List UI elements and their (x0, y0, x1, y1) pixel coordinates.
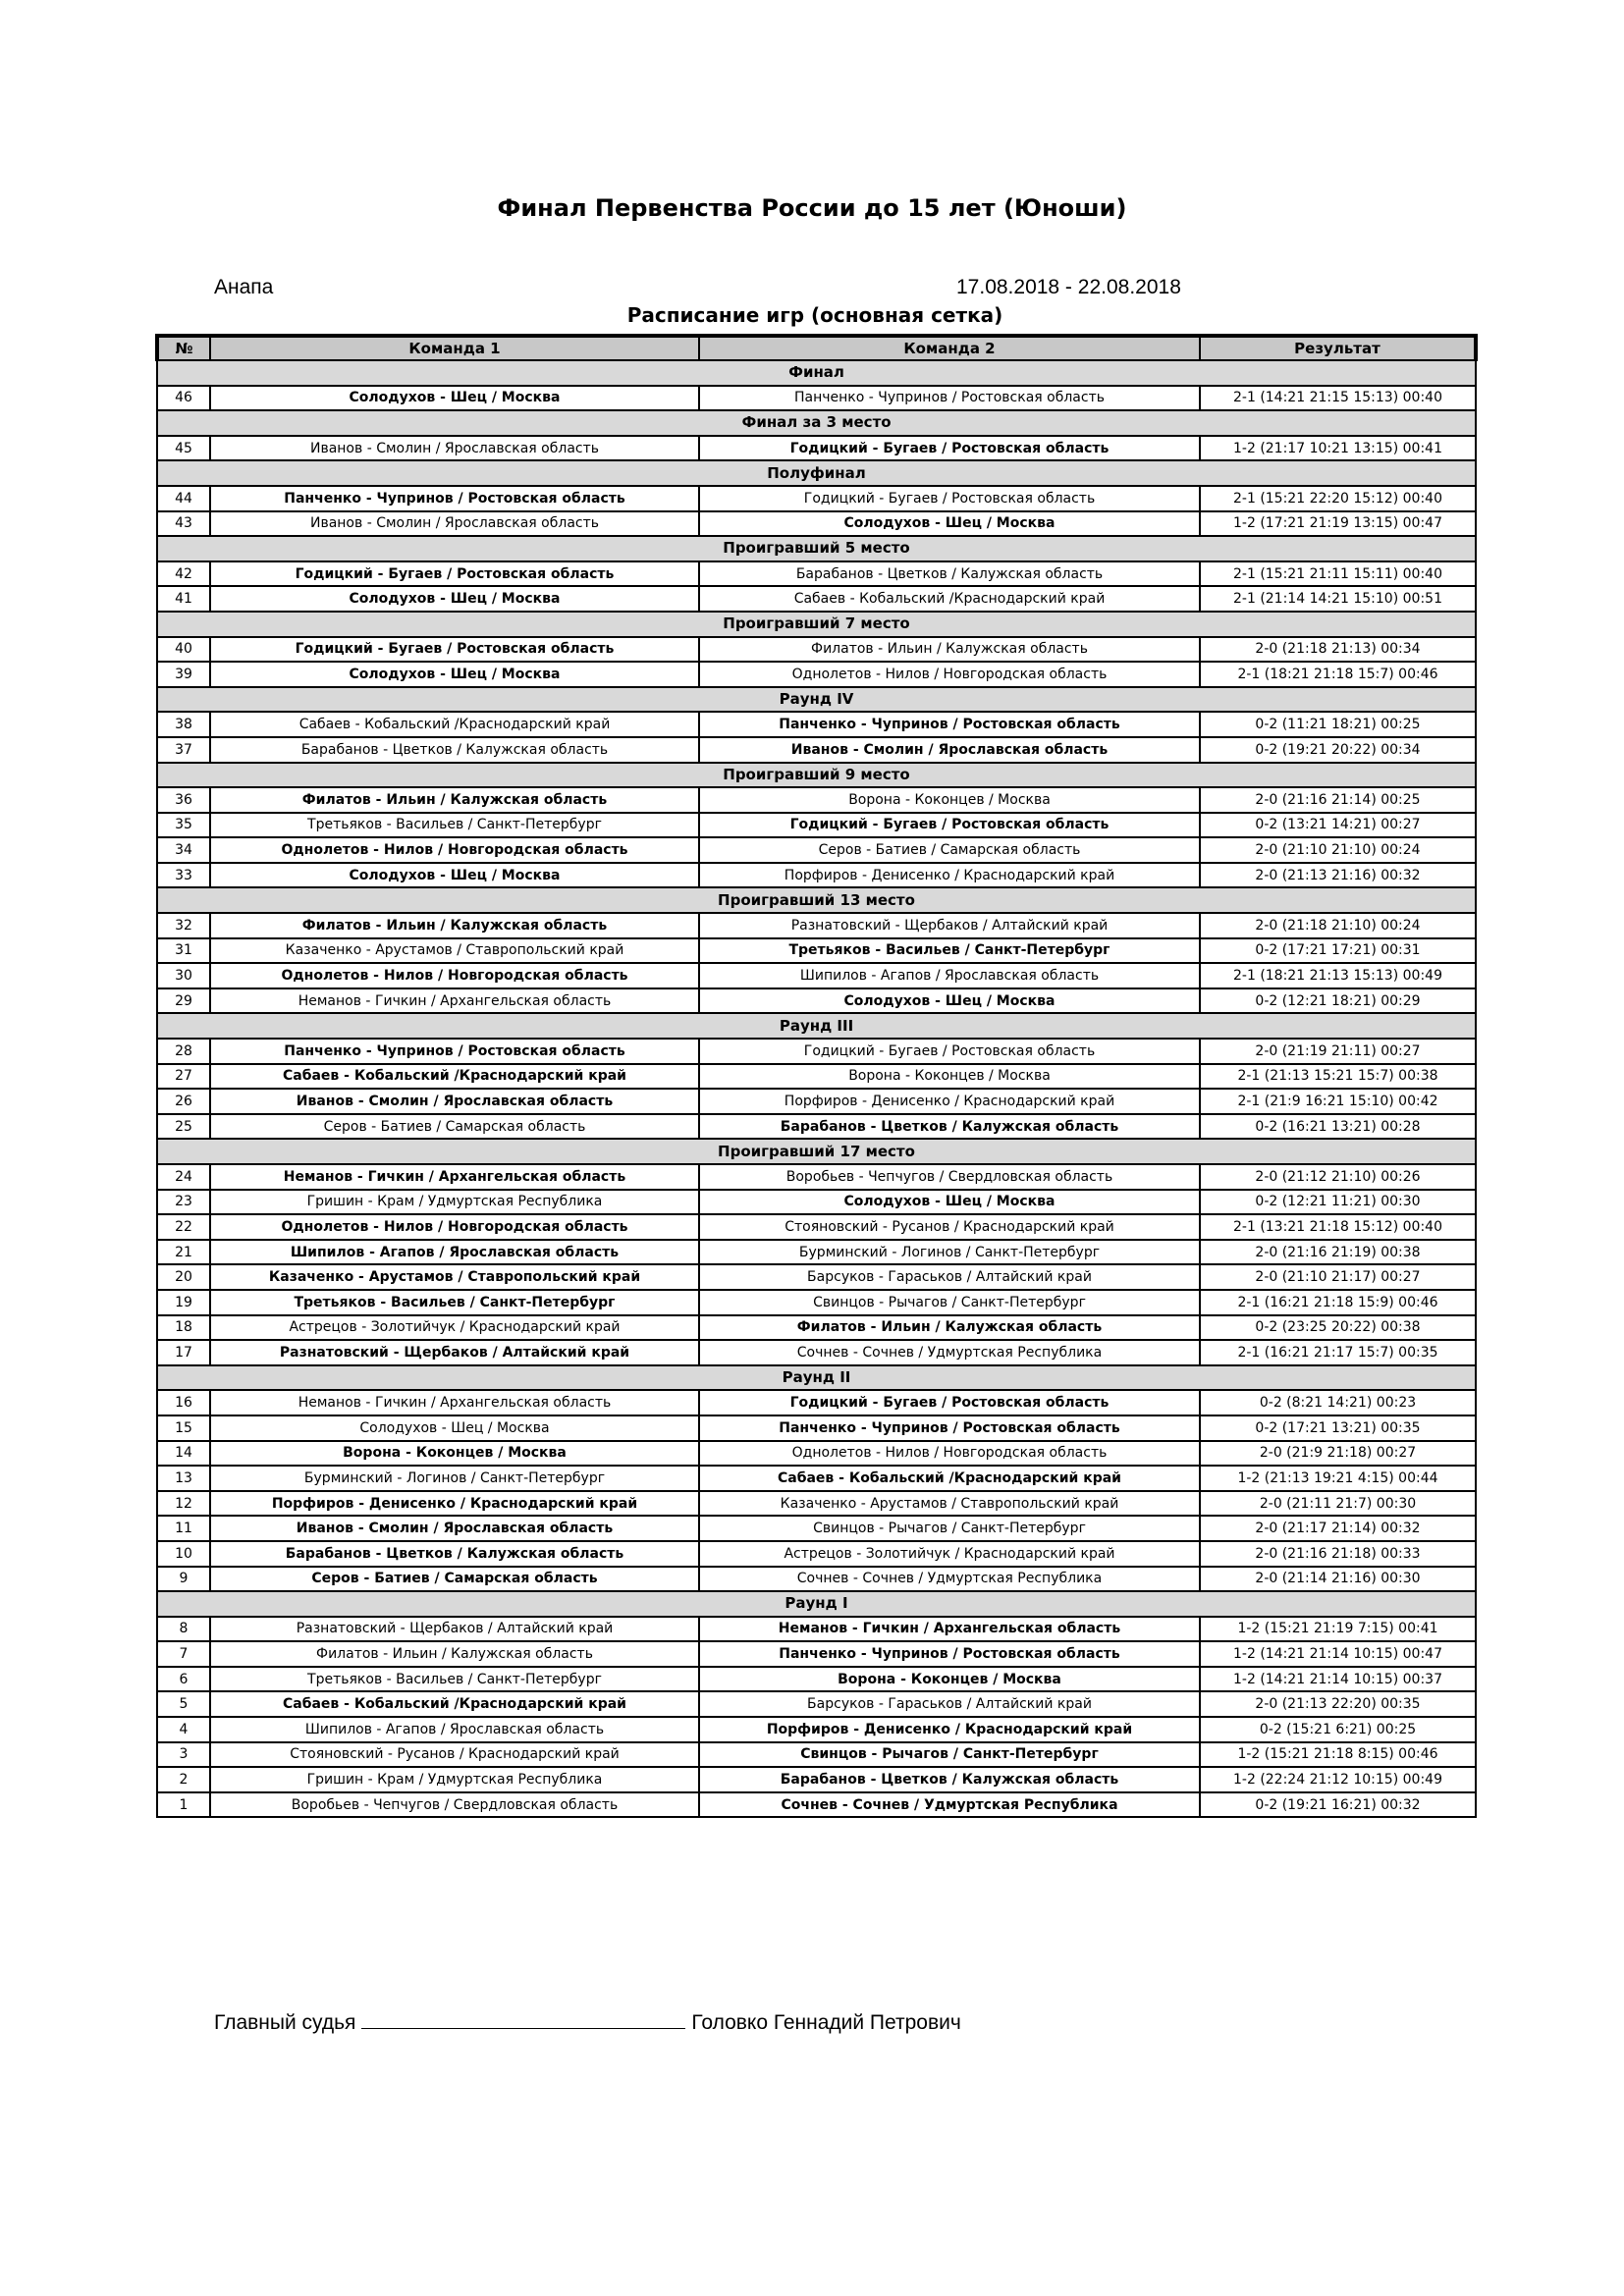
team2-cell: Сабаев - Кобальский /Краснодарский край (699, 586, 1200, 612)
result-cell: 2-1 (13:21 21:18 15:12) 00:40 (1200, 1214, 1476, 1240)
result-cell: 0-2 (11:21 18:21) 00:25 (1200, 712, 1476, 737)
team1-cell: Неманов - Гичкин / Архангельская область (210, 1390, 699, 1415)
result-cell: 2-1 (16:21 21:17 15:7) 00:35 (1200, 1340, 1476, 1365)
team2-cell: Сочнев - Сочнев / Удмуртская Республика (699, 1567, 1200, 1592)
team2-cell: Барабанов - Цветков / Калужская область (699, 561, 1200, 587)
result-cell: 2-1 (14:21 21:15 15:13) 00:40 (1200, 386, 1476, 411)
result-cell: 1-2 (21:13 19:21 4:15) 00:44 (1200, 1466, 1476, 1491)
result-cell: 1-2 (17:21 21:19 13:15) 00:47 (1200, 511, 1476, 537)
team1-cell: Разнатовский - Щербаков / Алтайский край (210, 1340, 699, 1365)
team1-cell: Гришин - Крам / Удмуртская Республика (210, 1767, 699, 1792)
match-row (157, 1340, 1476, 1365)
result-cell: 0-2 (12:21 18:21) 00:29 (1200, 988, 1476, 1014)
dates-label: 17.08.2018 - 22.08.2018 (956, 276, 1181, 298)
match-row (157, 586, 1476, 612)
stage-header-row (157, 1365, 1476, 1391)
match-row (157, 963, 1476, 988)
match-row (157, 1617, 1476, 1642)
match-row (157, 1039, 1476, 1064)
result-cell: 2-0 (21:18 21:10) 00:24 (1200, 913, 1476, 938)
team1-cell: Гришин - Крам / Удмуртская Республика (210, 1190, 699, 1215)
team1-cell: Однолетов - Нилов / Новгородская область (210, 963, 699, 988)
match-number: 21 (157, 1240, 210, 1265)
match-row (157, 662, 1476, 687)
match-row (157, 1089, 1476, 1114)
match-number: 13 (157, 1466, 210, 1491)
result-cell: 0-2 (17:21 13:21) 00:35 (1200, 1415, 1476, 1441)
match-number: 29 (157, 988, 210, 1014)
match-row (157, 837, 1476, 863)
match-number: 43 (157, 511, 210, 537)
team2-cell: Панченко - Чупринов / Ростовская область (699, 1415, 1200, 1441)
chief-referee-label: Главный судья (214, 2011, 356, 2034)
team2-cell: Панченко - Чупринов / Ростовская область (699, 386, 1200, 411)
match-number: 38 (157, 712, 210, 737)
match-number: 12 (157, 1491, 210, 1517)
match-row (157, 1390, 1476, 1415)
team1-cell: Иванов - Смолин / Ярославская область (210, 511, 699, 537)
match-number: 19 (157, 1290, 210, 1315)
match-row (157, 486, 1476, 511)
result-cell: 2-0 (21:19 21:11) 00:27 (1200, 1039, 1476, 1064)
team2-cell: Барабанов - Цветков / Калужская область (699, 1114, 1200, 1140)
result-cell: 2-1 (21:13 15:21 15:7) 00:38 (1200, 1064, 1476, 1090)
result-cell: 0-2 (17:21 17:21) 00:31 (1200, 938, 1476, 964)
team1-cell: Барабанов - Цветков / Калужская область (210, 737, 699, 763)
team2-cell: Солодухов - Шец / Москва (699, 988, 1200, 1014)
match-number: 28 (157, 1039, 210, 1064)
result-cell: 2-0 (21:10 21:17) 00:27 (1200, 1264, 1476, 1290)
team1-cell: Третьяков - Васильев / Санкт-Петербург (210, 1290, 699, 1315)
team2-cell: Солодухов - Шец / Москва (699, 1190, 1200, 1215)
team1-cell: Воробьев - Чепчугов / Свердловская область (210, 1792, 699, 1818)
match-row (157, 1541, 1476, 1567)
team1-cell: Иванов - Смолин / Ярославская область (210, 1089, 699, 1114)
team1-cell: Казаченко - Арустамов / Ставропольский край (210, 938, 699, 964)
team2-cell: Астрецов - Золотийчук / Краснодарский край (699, 1541, 1200, 1567)
team2-cell: Разнатовский - Щербаков / Алтайский край (699, 913, 1200, 938)
team1-cell: Астрецов - Золотийчук / Краснодарский край (210, 1315, 699, 1341)
team2-cell: Годицкий - Бугаев / Ростовская область (699, 1039, 1200, 1064)
team1-cell: Иванов - Смолин / Ярославская область (210, 1516, 699, 1541)
team2-cell: Солодухов - Шец / Москва (699, 511, 1200, 537)
team1-cell: Серов - Батиев / Самарская область (210, 1567, 699, 1592)
stage-label: Раунд II (157, 1365, 1476, 1391)
table-header-row (157, 336, 1476, 360)
result-cell: 1-2 (14:21 21:14 10:15) 00:47 (1200, 1641, 1476, 1667)
match-row (157, 1491, 1476, 1517)
city-label: Анапа (214, 276, 274, 298)
match-number: 44 (157, 486, 210, 511)
match-row (157, 1214, 1476, 1240)
match-row (157, 1792, 1476, 1818)
team1-cell: Панченко - Чупринов / Ростовская область (210, 486, 699, 511)
team1-cell: Казаченко - Арустамов / Ставропольский край (210, 1264, 699, 1290)
team1-cell: Филатов - Ильин / Калужская область (210, 913, 699, 938)
match-row (157, 913, 1476, 938)
team2-cell: Казаченко - Арустамов / Ставропольский край (699, 1491, 1200, 1517)
column-header-team2: Команда 2 (699, 336, 1200, 360)
match-number: 41 (157, 586, 210, 612)
team2-cell: Серов - Батиев / Самарская область (699, 837, 1200, 863)
team1-cell: Иванов - Смолин / Ярославская область (210, 436, 699, 461)
team1-cell: Солодухов - Шец / Москва (210, 662, 699, 687)
team2-cell: Филатов - Ильин / Калужская область (699, 637, 1200, 663)
team1-cell: Третьяков - Васильев / Санкт-Петербург (210, 1667, 699, 1692)
match-number: 40 (157, 637, 210, 663)
match-row (157, 1315, 1476, 1341)
team2-cell: Сабаев - Кобальский /Краснодарский край (699, 1466, 1200, 1491)
result-cell: 2-0 (21:10 21:10) 00:24 (1200, 837, 1476, 863)
result-cell: 2-0 (21:17 21:14) 00:32 (1200, 1516, 1476, 1541)
team2-cell: Барабанов - Цветков / Калужская область (699, 1767, 1200, 1792)
result-cell: 2-0 (21:12 21:10) 00:26 (1200, 1164, 1476, 1190)
team2-cell: Шипилов - Агапов / Ярославская область (699, 963, 1200, 988)
team1-cell: Третьяков - Васильев / Санкт-Петербург (210, 813, 699, 838)
match-number: 5 (157, 1691, 210, 1717)
match-row (157, 561, 1476, 587)
team2-cell: Свинцов - Рычагов / Санкт-Петербург (699, 1516, 1200, 1541)
match-row (157, 511, 1476, 537)
match-number: 8 (157, 1617, 210, 1642)
team2-cell: Барсуков - Гараськов / Алтайский край (699, 1264, 1200, 1290)
stage-header-row (157, 1591, 1476, 1617)
stage-label: Раунд III (157, 1013, 1476, 1039)
stage-label: Раунд I (157, 1591, 1476, 1617)
team1-cell: Стояновский - Русанов / Краснодарский край (210, 1742, 699, 1768)
team1-cell: Разнатовский - Щербаков / Алтайский край (210, 1617, 699, 1642)
match-number: 10 (157, 1541, 210, 1567)
result-cell: 0-2 (16:21 13:21) 00:28 (1200, 1114, 1476, 1140)
team2-cell: Сочнев - Сочнев / Удмуртская Республика (699, 1340, 1200, 1365)
match-number: 4 (157, 1717, 210, 1742)
match-row (157, 1567, 1476, 1592)
team2-cell: Воробьев - Чепчугов / Свердловская область (699, 1164, 1200, 1190)
team2-cell: Филатов - Ильин / Калужская область (699, 1315, 1200, 1341)
match-row (157, 1064, 1476, 1090)
match-row (157, 436, 1476, 461)
schedule-table (155, 334, 1478, 1818)
column-header-result: Результат (1200, 336, 1476, 360)
team2-cell: Ворона - Коконцев / Москва (699, 1667, 1200, 1692)
team1-cell: Панченко - Чупринов / Ростовская область (210, 1039, 699, 1064)
team2-cell: Свинцов - Рычагов / Санкт-Петербург (699, 1290, 1200, 1315)
match-number: 39 (157, 662, 210, 687)
match-number: 42 (157, 561, 210, 587)
stage-label: Полуфинал (157, 460, 1476, 486)
team2-cell: Ворона - Коконцев / Москва (699, 787, 1200, 813)
match-row (157, 938, 1476, 964)
match-number: 9 (157, 1567, 210, 1592)
match-number: 20 (157, 1264, 210, 1290)
stage-label: Проигравший 17 место (157, 1139, 1476, 1164)
match-number: 15 (157, 1415, 210, 1441)
team2-cell: Порфиров - Денисенко / Краснодарский край (699, 863, 1200, 888)
match-row (157, 1240, 1476, 1265)
team2-cell: Порфиров - Денисенко / Краснодарский край (699, 1089, 1200, 1114)
team1-cell: Сабаев - Кобальский /Краснодарский край (210, 1691, 699, 1717)
team1-cell: Солодухов - Шец / Москва (210, 586, 699, 612)
team1-cell: Годицкий - Бугаев / Ростовская область (210, 561, 699, 587)
team1-cell: Однолетов - Нилов / Новгородская область (210, 1214, 699, 1240)
stage-header-row (157, 410, 1476, 436)
result-cell: 0-2 (8:21 14:21) 00:23 (1200, 1390, 1476, 1415)
match-number: 1 (157, 1792, 210, 1818)
result-cell: 1-2 (15:21 21:19 7:15) 00:41 (1200, 1617, 1476, 1642)
match-number: 23 (157, 1190, 210, 1215)
team2-cell: Третьяков - Васильев / Санкт-Петербург (699, 938, 1200, 964)
team1-cell: Шипилов - Агапов / Ярославская область (210, 1240, 699, 1265)
team1-cell: Солодухов - Шец / Москва (210, 863, 699, 888)
result-cell: 2-1 (15:21 22:20 15:12) 00:40 (1200, 486, 1476, 511)
team2-cell: Бурминский - Логинов / Санкт-Петербург (699, 1240, 1200, 1265)
team1-cell: Солодухов - Шец / Москва (210, 386, 699, 411)
result-cell: 2-1 (18:21 21:18 15:7) 00:46 (1200, 662, 1476, 687)
team2-cell: Годицкий - Бугаев / Ростовская область (699, 436, 1200, 461)
team1-cell: Филатов - Ильин / Калужская область (210, 1641, 699, 1667)
match-row (157, 813, 1476, 838)
match-number: 26 (157, 1089, 210, 1114)
column-header-team1: Команда 1 (210, 336, 699, 360)
team1-cell: Порфиров - Денисенко / Краснодарский край (210, 1491, 699, 1517)
column-header-number: № (157, 336, 210, 360)
result-cell: 2-0 (21:9 21:18) 00:27 (1200, 1441, 1476, 1467)
match-row (157, 1691, 1476, 1717)
match-number: 25 (157, 1114, 210, 1140)
team2-cell: Годицкий - Бугаев / Ростовская область (699, 486, 1200, 511)
stage-label: Проигравший 9 место (157, 763, 1476, 788)
result-cell: 2-0 (21:16 21:19) 00:38 (1200, 1240, 1476, 1265)
team1-cell: Солодухов - Шец / Москва (210, 1415, 699, 1441)
result-cell: 2-1 (21:9 16:21 15:10) 00:42 (1200, 1089, 1476, 1114)
match-number: 31 (157, 938, 210, 964)
result-cell: 2-0 (21:11 21:7) 00:30 (1200, 1491, 1476, 1517)
stage-header-row (157, 612, 1476, 637)
team1-cell: Серов - Батиев / Самарская область (210, 1114, 699, 1140)
match-row (157, 1264, 1476, 1290)
result-cell: 2-0 (21:13 21:16) 00:32 (1200, 863, 1476, 888)
match-row (157, 1164, 1476, 1190)
result-cell: 1-2 (21:17 10:21 13:15) 00:41 (1200, 436, 1476, 461)
signature-line (361, 2008, 685, 2029)
team1-cell: Сабаев - Кобальский /Краснодарский край (210, 712, 699, 737)
match-row (157, 1717, 1476, 1742)
page-title: Финал Первенства России до 15 лет (Юноши) (497, 194, 1127, 222)
result-cell: 1-2 (14:21 21:14 10:15) 00:37 (1200, 1667, 1476, 1692)
team2-cell: Неманов - Гичкин / Архангельская область (699, 1617, 1200, 1642)
stage-label: Проигравший 5 место (157, 536, 1476, 561)
match-number: 32 (157, 913, 210, 938)
team2-cell: Стояновский - Русанов / Краснодарский край (699, 1214, 1200, 1240)
match-row (157, 863, 1476, 888)
team1-cell: Барабанов - Цветков / Калужская область (210, 1541, 699, 1567)
stage-header-row (157, 536, 1476, 561)
stage-header-row (157, 887, 1476, 913)
team1-cell: Шипилов - Агапов / Ярославская область (210, 1717, 699, 1742)
result-cell: 0-2 (15:21 6:21) 00:25 (1200, 1717, 1476, 1742)
match-number: 46 (157, 386, 210, 411)
match-row (157, 386, 1476, 411)
team2-cell: Годицкий - Бугаев / Ростовская область (699, 1390, 1200, 1415)
match-row (157, 1290, 1476, 1315)
match-number: 22 (157, 1214, 210, 1240)
match-row (157, 1114, 1476, 1140)
stage-header-row (157, 360, 1476, 386)
team2-cell: Ворона - Коконцев / Москва (699, 1064, 1200, 1090)
stage-header-row (157, 460, 1476, 486)
match-row (157, 988, 1476, 1014)
stage-label: Раунд IV (157, 687, 1476, 713)
match-number: 3 (157, 1742, 210, 1768)
result-cell: 2-1 (15:21 21:11 15:11) 00:40 (1200, 561, 1476, 587)
result-cell: 1-2 (15:21 21:18 8:15) 00:46 (1200, 1742, 1476, 1768)
chief-referee-name: Головко Геннадий Петрович (691, 2011, 961, 2034)
team1-cell: Бурминский - Логинов / Санкт-Петербург (210, 1466, 699, 1491)
match-number: 18 (157, 1315, 210, 1341)
match-number: 14 (157, 1441, 210, 1467)
result-cell: 0-2 (19:21 16:21) 00:32 (1200, 1792, 1476, 1818)
match-row (157, 1415, 1476, 1441)
team1-cell: Годицкий - Бугаев / Ростовская область (210, 637, 699, 663)
schedule-subtitle: Расписание игр (основная сетка) (626, 303, 1003, 327)
match-row (157, 1466, 1476, 1491)
match-row (157, 1767, 1476, 1792)
stage-label: Финал (157, 360, 1476, 386)
match-number: 6 (157, 1667, 210, 1692)
stage-label: Проигравший 13 место (157, 887, 1476, 913)
match-row (157, 787, 1476, 813)
match-number: 11 (157, 1516, 210, 1541)
match-row (157, 1441, 1476, 1467)
match-number: 2 (157, 1767, 210, 1792)
result-cell: 2-0 (21:18 21:13) 00:34 (1200, 637, 1476, 663)
team1-cell: Неманов - Гичкин / Архангельская область (210, 1164, 699, 1190)
result-cell: 2-1 (16:21 21:18 15:9) 00:46 (1200, 1290, 1476, 1315)
result-cell: 2-0 (21:14 21:16) 00:30 (1200, 1567, 1476, 1592)
result-cell: 2-0 (21:16 21:14) 00:25 (1200, 787, 1476, 813)
match-row (157, 1641, 1476, 1667)
team2-cell: Годицкий - Бугаев / Ростовская область (699, 813, 1200, 838)
match-row (157, 737, 1476, 763)
signature-block (214, 2008, 961, 2035)
result-cell: 0-2 (13:21 14:21) 00:27 (1200, 813, 1476, 838)
match-number: 24 (157, 1164, 210, 1190)
result-cell: 2-0 (21:16 21:18) 00:33 (1200, 1541, 1476, 1567)
team1-cell: Ворона - Коконцев / Москва (210, 1441, 699, 1467)
stage-header-row (157, 1013, 1476, 1039)
team2-cell: Свинцов - Рычагов / Санкт-Петербург (699, 1742, 1200, 1768)
match-number: 35 (157, 813, 210, 838)
match-number: 33 (157, 863, 210, 888)
stage-header-row (157, 1139, 1476, 1164)
match-number: 17 (157, 1340, 210, 1365)
team2-cell: Панченко - Чупринов / Ростовская область (699, 712, 1200, 737)
result-cell: 1-2 (22:24 21:12 10:15) 00:49 (1200, 1767, 1476, 1792)
result-cell: 0-2 (19:21 20:22) 00:34 (1200, 737, 1476, 763)
team2-cell: Порфиров - Денисенко / Краснодарский край (699, 1717, 1200, 1742)
team1-cell: Однолетов - Нилов / Новгородская область (210, 837, 699, 863)
match-row (157, 637, 1476, 663)
stage-label: Финал за 3 место (157, 410, 1476, 436)
match-number: 30 (157, 963, 210, 988)
team1-cell: Сабаев - Кобальский /Краснодарский край (210, 1064, 699, 1090)
result-cell: 0-2 (12:21 11:21) 00:30 (1200, 1190, 1476, 1215)
team1-cell: Неманов - Гичкин / Архангельская область (210, 988, 699, 1014)
team2-cell: Иванов - Смолин / Ярославская область (699, 737, 1200, 763)
result-cell: 2-1 (21:14 14:21 15:10) 00:51 (1200, 586, 1476, 612)
stage-label: Проигравший 7 место (157, 612, 1476, 637)
match-number: 45 (157, 436, 210, 461)
match-number: 27 (157, 1064, 210, 1090)
match-row (157, 1667, 1476, 1692)
result-cell: 2-0 (21:13 22:20) 00:35 (1200, 1691, 1476, 1717)
match-row (157, 1742, 1476, 1768)
result-cell: 2-1 (18:21 21:13 15:13) 00:49 (1200, 963, 1476, 988)
stage-header-row (157, 687, 1476, 713)
team2-cell: Панченко - Чупринов / Ростовская область (699, 1641, 1200, 1667)
team2-cell: Сочнев - Сочнев / Удмуртская Республика (699, 1792, 1200, 1818)
match-number: 37 (157, 737, 210, 763)
match-number: 36 (157, 787, 210, 813)
match-number: 34 (157, 837, 210, 863)
stage-header-row (157, 763, 1476, 788)
team2-cell: Однолетов - Нилов / Новгородская область (699, 662, 1200, 687)
team2-cell: Однолетов - Нилов / Новгородская область (699, 1441, 1200, 1467)
match-number: 7 (157, 1641, 210, 1667)
match-row (157, 712, 1476, 737)
team2-cell: Барсуков - Гараськов / Алтайский край (699, 1691, 1200, 1717)
team1-cell: Филатов - Ильин / Калужская область (210, 787, 699, 813)
result-cell: 0-2 (23:25 20:22) 00:38 (1200, 1315, 1476, 1341)
match-row (157, 1190, 1476, 1215)
match-row (157, 1516, 1476, 1541)
match-number: 16 (157, 1390, 210, 1415)
